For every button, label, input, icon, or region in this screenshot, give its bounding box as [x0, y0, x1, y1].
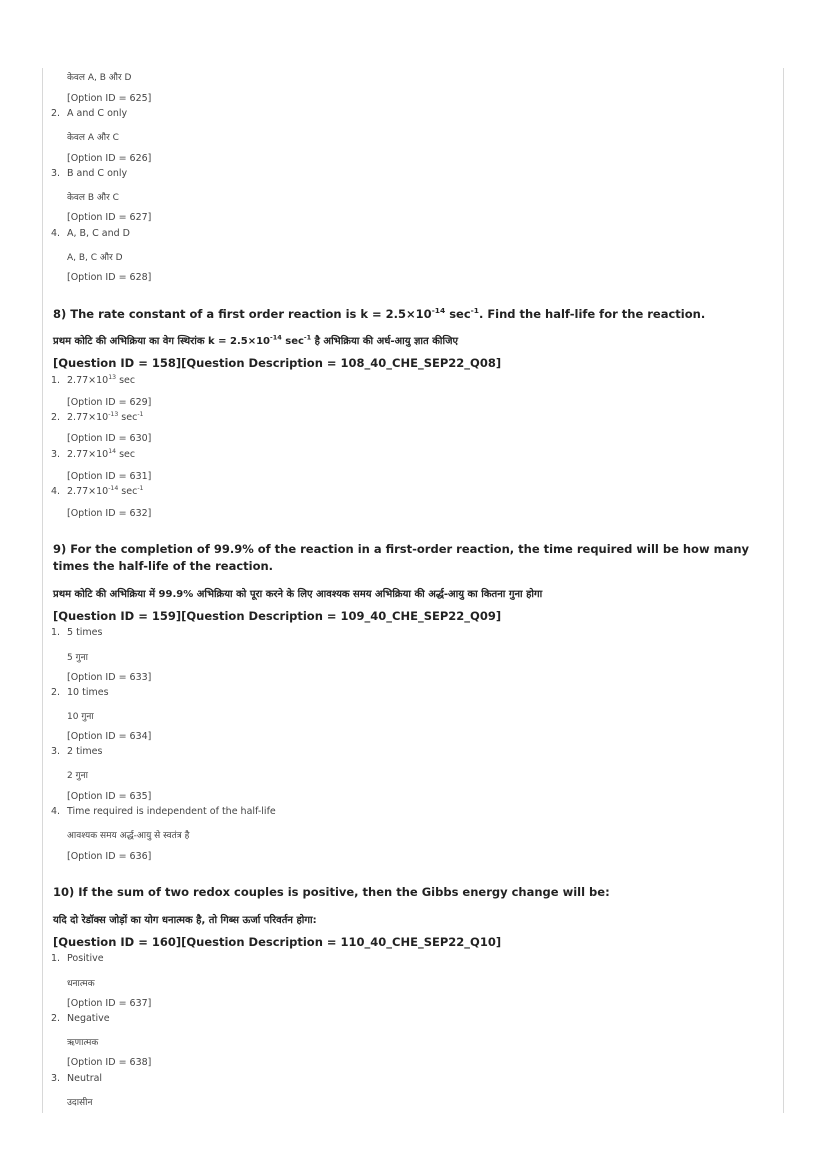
question-8-id: [Question ID = 158][Question Description = 108_40_CHE_SEP22_Q08]	[53, 356, 502, 370]
option-id: [Option ID = 626]	[67, 153, 152, 164]
question-10-text: 10) If the sum of two redox couples is positive, then the Gibbs energy change will be:	[53, 885, 610, 899]
option-number: 3.	[51, 746, 61, 757]
option-id: [Option ID = 637]	[67, 998, 152, 1009]
option-text: A and C only	[67, 108, 128, 119]
option-hindi-text: केवल A और C	[67, 133, 119, 143]
question-8-text: 8) The rate constant of a first order reaction is $k = 2.5\times 10^{-14}$ $\sec^{-1}$. Find the half-life for the reaction.	[53, 306, 706, 321]
question-9-text: 9) For the completion of 99.9% of the reaction in a first-order reaction, the time required will be how many times the half-life of the reaction.	[53, 542, 750, 573]
option-number: 2.	[51, 108, 61, 119]
option-number: 3.	[51, 449, 61, 460]
question-10-hindi: यदि दो रेडॉक्स जोड़ों का योग धनात्मक है, तो गिब्स ऊर्जा परिवर्तन होगा:	[53, 915, 317, 926]
option-number: 4.	[51, 486, 61, 497]
question-8-hindi: प्रथम कोटि की अभिक्रिया का वेग स्थिरांक $k = 2.5\times 10^{-14}$ $\sec^{-1}$ है अभिक्रिया की अर्ध-आयु ज्ञात कीजिए	[53, 333, 459, 347]
option-id: [Option ID = 627]	[67, 212, 152, 223]
right-margin-rule	[783, 68, 784, 1113]
option-text: Negative	[67, 1013, 110, 1024]
option-id: [Option ID = 628]	[67, 272, 152, 283]
question-9-hindi: प्रथम कोटि की अभिक्रिया में 99.9% अभिक्रिया को पूरा करने के लिए आवश्यक समय अभिक्रिया की अर्द्ध-आयु का कितना गुना होगा	[53, 589, 543, 600]
option-hindi-text: 5 गुना	[67, 653, 88, 663]
option-hindi-text: धनात्मक	[67, 979, 95, 989]
option-text: A, B, C and D	[67, 228, 130, 239]
option-text: $2.77\times 10^{13}$ sec	[67, 373, 136, 386]
option-number: 4.	[51, 806, 61, 817]
option-number: 1.	[51, 627, 61, 638]
option-hindi-text: 2 गुना	[67, 771, 88, 781]
option-hindi-text: 10 गुना	[67, 712, 94, 722]
option-hindi-text: केवल B और C	[67, 193, 119, 203]
option-hindi-text: A, B, C और D	[67, 253, 123, 263]
option-text: B and C only	[67, 168, 128, 179]
option-number: 4.	[51, 228, 61, 239]
option-number: 1.	[51, 375, 61, 386]
left-margin-rule	[42, 68, 43, 1113]
option-id: [Option ID = 625]	[67, 93, 152, 104]
option-id: [Option ID = 630]	[67, 433, 152, 444]
option-id: [Option ID = 631]	[67, 471, 152, 482]
option-text: $2.77\times 10^{-14}$ $\sec^{-1}$	[67, 484, 144, 497]
option-number: 1.	[51, 953, 61, 964]
option-id: [Option ID = 638]	[67, 1057, 152, 1068]
question-10-id: [Question ID = 160][Question Description = 110_40_CHE_SEP22_Q10]	[53, 935, 502, 949]
option-text: Positive	[67, 953, 104, 964]
option-text: 2 times	[67, 746, 103, 757]
option-id: [Option ID = 635]	[67, 791, 152, 802]
option-hindi-text: ऋणात्मक	[67, 1038, 99, 1048]
option-text: Neutral	[67, 1073, 103, 1084]
option-number: 2.	[51, 1013, 61, 1024]
option-id: [Option ID = 634]	[67, 731, 152, 742]
option-hindi-text: उदासीन	[67, 1098, 93, 1108]
option-id: [Option ID = 632]	[67, 508, 152, 519]
option-hindi-text: केवल A, B और D	[67, 73, 132, 83]
option-number: 3.	[51, 1073, 61, 1084]
option-text: $2.77\times 10^{-13}$ $\sec^{-1}$	[67, 410, 144, 423]
option-hindi-text: आवश्यक समय अर्द्ध-आयु से स्वतंत्र है	[67, 831, 190, 841]
option-id: [Option ID = 629]	[67, 397, 152, 408]
option-text: Time required is independent of the half-life	[67, 806, 276, 817]
option-number: 2.	[51, 687, 61, 698]
option-id: [Option ID = 636]	[67, 851, 152, 862]
option-number: 2.	[51, 412, 61, 423]
option-id: [Option ID = 633]	[67, 672, 152, 683]
question-9-id: [Question ID = 159][Question Description = 109_40_CHE_SEP22_Q09]	[53, 609, 502, 623]
option-text: $2.77\times 10^{14}$ sec	[67, 447, 136, 460]
option-number: 3.	[51, 168, 61, 179]
option-text: 5 times	[67, 627, 103, 638]
option-text: 10 times	[67, 687, 109, 698]
